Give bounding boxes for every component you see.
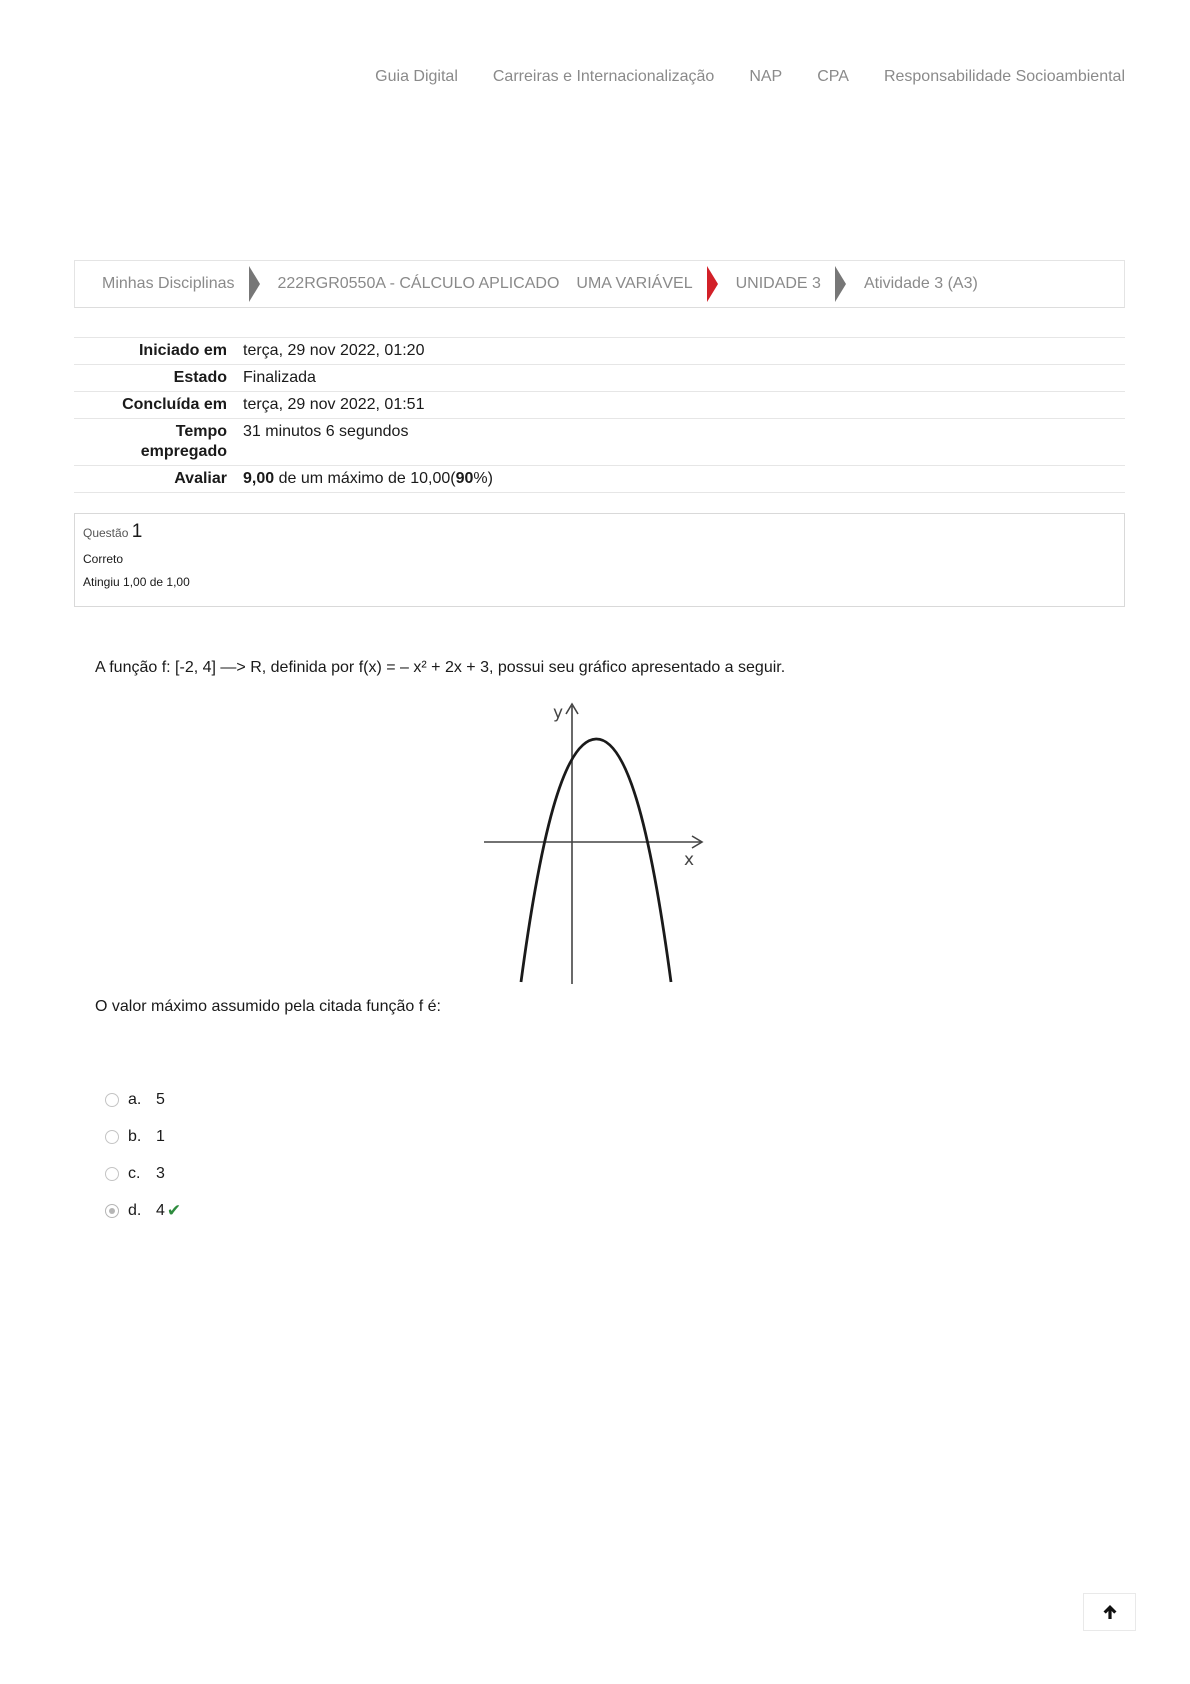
summary-row-started xyxy=(74,337,1125,364)
y-axis-label: y xyxy=(553,703,564,723)
time-label xyxy=(74,422,227,462)
question-number xyxy=(83,521,1116,543)
nav-carreiras[interactable]: Carreiras e Internacionalização xyxy=(492,68,715,85)
option-value: 4 xyxy=(156,1201,165,1219)
question-status: Correto xyxy=(83,552,124,566)
breadcrumb-unidade[interactable]: UNIDADE 3 xyxy=(735,275,821,292)
parabola-graph xyxy=(478,700,708,990)
nav-responsabilidade[interactable]: Responsabilidade Socioambiental xyxy=(883,68,1125,85)
option-value: 1 xyxy=(156,1127,165,1145)
grade-mid: de um máximo de 10,00( xyxy=(274,470,456,487)
check-icon: ✔ xyxy=(166,1200,182,1220)
summary-row-grade xyxy=(74,465,1125,493)
started-label: Iniciado em xyxy=(138,342,227,359)
arrow-up-icon xyxy=(1102,1604,1118,1620)
nav-cpa[interactable]: CPA xyxy=(817,68,849,85)
time-label-line1: Tempo xyxy=(175,423,227,440)
option-b[interactable] xyxy=(105,1118,181,1155)
radio-c[interactable] xyxy=(105,1167,119,1181)
answer-options xyxy=(105,1081,181,1229)
breadcrumb-course-code[interactable]: 222RGR0550A - CÁLCULO APLICADO xyxy=(277,275,560,292)
option-letter: c. xyxy=(128,1164,141,1182)
question-text: A função f: [-2, 4] —> R, definida por f(x) = – x² + 2x + 3, possui seu gráfico apresentado a seguir. xyxy=(95,659,786,676)
breadcrumb xyxy=(74,260,1125,308)
time-value: 31 minutos 6 segundos xyxy=(243,423,409,440)
grade-value xyxy=(227,469,493,489)
attempt-summary xyxy=(74,337,1125,493)
option-c[interactable] xyxy=(105,1155,181,1192)
summary-row-time xyxy=(74,418,1125,465)
completed-value: terça, 29 nov 2022, 01:51 xyxy=(243,396,425,413)
question-points: Atingiu 1,00 de 1,00 xyxy=(83,575,190,589)
nav-guia-digital[interactable]: Guia Digital xyxy=(375,68,458,85)
breadcrumb-atividade[interactable]: Atividade 3 (A3) xyxy=(863,275,978,292)
summary-row-state xyxy=(74,364,1125,391)
x-axis-label: x xyxy=(684,850,695,870)
breadcrumb-separator-active-icon xyxy=(707,266,718,302)
breadcrumb-course-name[interactable]: UMA VARIÁVEL xyxy=(576,275,693,292)
back-to-top-button[interactable] xyxy=(1083,1593,1136,1631)
grade-percent: 90 xyxy=(455,470,474,487)
option-letter: d. xyxy=(128,1201,142,1219)
option-d[interactable] xyxy=(105,1192,181,1229)
question-number-value: 1 xyxy=(131,521,143,542)
option-letter: a. xyxy=(128,1090,142,1108)
option-letter: b. xyxy=(128,1127,142,1145)
nav-nap[interactable]: NAP xyxy=(749,68,783,85)
grade-score: 9,00 xyxy=(243,470,275,487)
breadcrumb-separator-icon xyxy=(835,266,846,302)
completed-label: Concluída em xyxy=(122,396,227,413)
state-value: Finalizada xyxy=(243,369,316,386)
option-a[interactable] xyxy=(105,1081,181,1118)
parabola-curve xyxy=(521,739,671,982)
state-label: Estado xyxy=(173,369,227,386)
radio-d[interactable] xyxy=(105,1204,119,1218)
radio-b[interactable] xyxy=(105,1130,119,1144)
question-info xyxy=(74,513,1125,607)
summary-row-completed xyxy=(74,391,1125,418)
breadcrumb-minhas-disciplinas[interactable]: Minhas Disciplinas xyxy=(102,275,235,292)
question-prompt: O valor máximo assumido pela citada função f é: xyxy=(95,998,441,1015)
started-value: terça, 29 nov 2022, 01:20 xyxy=(243,342,425,359)
option-value: 3 xyxy=(156,1164,165,1182)
option-value: 5 xyxy=(156,1090,165,1108)
time-label-line2: empregado xyxy=(140,443,227,460)
grade-end: %) xyxy=(473,470,493,487)
question-prefix: Questão xyxy=(83,526,129,540)
grade-label: Avaliar xyxy=(174,470,227,487)
top-nav xyxy=(375,68,1125,86)
radio-a[interactable] xyxy=(105,1093,119,1107)
breadcrumb-separator-icon xyxy=(249,266,260,302)
